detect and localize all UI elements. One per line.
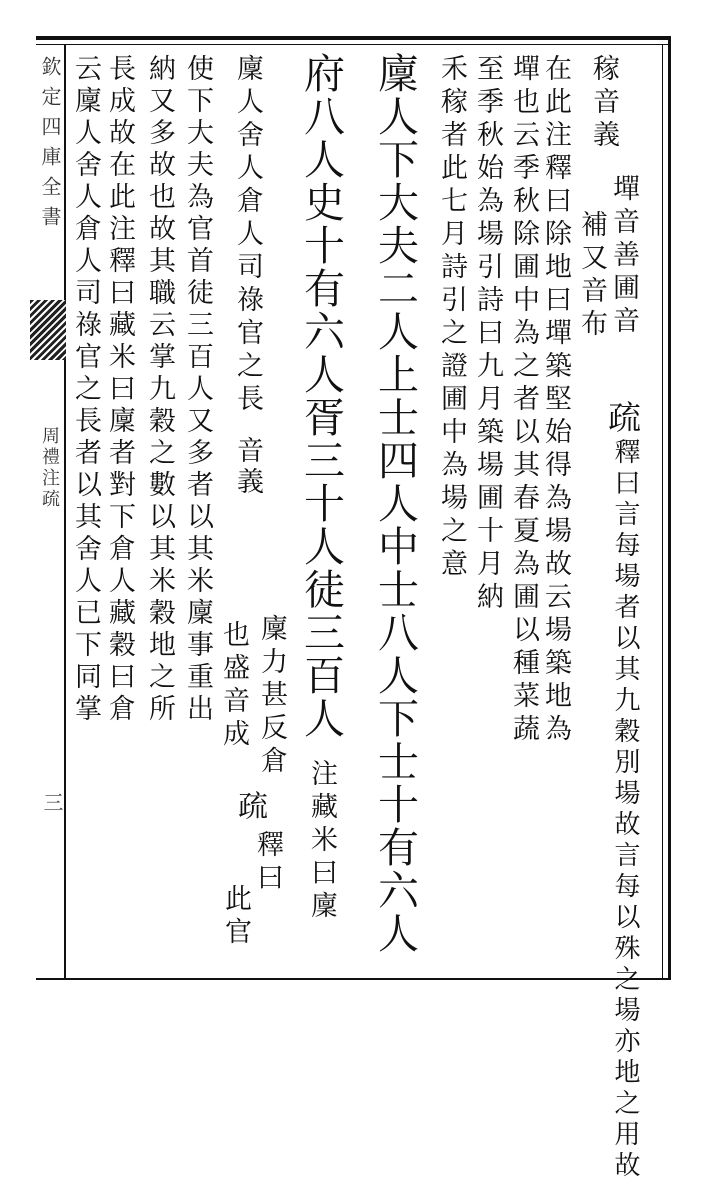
main-text-column-1 bbox=[371, 52, 419, 955]
text-column-3b bbox=[612, 438, 638, 1182]
main-text-2-note: 注藏米曰廩 bbox=[306, 759, 337, 924]
top-border bbox=[36, 36, 670, 40]
column-3-text: 釋曰言每場者以其九穀別場故言每以殊之場亦地之用故 bbox=[610, 438, 640, 1182]
text-column-11b bbox=[232, 790, 267, 826]
text-column-4 bbox=[542, 54, 569, 747]
column-2-text: 墠音善圃音 bbox=[608, 174, 639, 339]
text-column-10 bbox=[234, 54, 261, 498]
text-column-2 bbox=[610, 174, 637, 339]
column-10-text-b: 音義 bbox=[232, 436, 263, 498]
main-text-1: 廩人下大夫二人上士四人中士八人下士十有六人 bbox=[371, 52, 419, 955]
text-column-3 bbox=[603, 400, 642, 439]
column-6-text: 至季秋始為場引詩曰九月築場圃十月納 bbox=[472, 54, 503, 615]
text-column-13 bbox=[184, 54, 211, 726]
column-12-text: 此官 bbox=[220, 884, 251, 950]
text-column-11 bbox=[220, 620, 247, 752]
text-column-12 bbox=[222, 884, 249, 950]
fish-tail-mark bbox=[30, 300, 66, 360]
left-margin-rule bbox=[64, 44, 66, 978]
column-10-text: 廩人舍人倉人司祿官之長 bbox=[232, 54, 263, 417]
column-15-text: 長成故在此注釋曰藏米曰廩者對下倉人藏穀曰倉 bbox=[104, 54, 135, 726]
commentary-marker: 疏 bbox=[603, 400, 642, 439]
text-column-6 bbox=[474, 54, 501, 615]
commentary-marker-2: 疏 bbox=[232, 790, 267, 826]
book-title: 欽定四庫全書 bbox=[38, 56, 62, 236]
text-column-10c bbox=[258, 614, 285, 779]
column-10c-text: 廩力甚反倉 bbox=[256, 614, 287, 779]
right-border bbox=[668, 36, 671, 980]
column-13-text: 使下大夫為官首徒三百人又多者以其米廩事重出 bbox=[182, 54, 213, 726]
column-7-text: 禾稼者此七月詩引之證圃中為場之意 bbox=[436, 54, 467, 582]
right-border-inner bbox=[662, 44, 663, 978]
main-text-column-2 bbox=[297, 52, 345, 924]
column-5-text: 墠也云季秋除圃中為之者以其春夏為圃以種菜蔬 bbox=[508, 54, 539, 747]
column-2b-text: 補又音布 bbox=[576, 210, 607, 342]
main-text-2: 府八人史十有六人胥三十人徒三百人 bbox=[297, 52, 345, 740]
page-number: 三 bbox=[40, 792, 64, 812]
text-column-14 bbox=[146, 54, 173, 726]
text-column-5 bbox=[510, 54, 537, 747]
column-16-text: 云廩人舍人倉人司祿官之長者以其舍人已下同掌 bbox=[70, 54, 101, 726]
column-4-text: 在此注釋曰除地曰墠築堅始得為場故云場築地為 bbox=[540, 54, 571, 747]
column-1-text: 稼音義 bbox=[588, 54, 619, 153]
column-14-text: 納又多故也故其職云掌九穀之數以其米穀地之所 bbox=[144, 54, 175, 726]
top-border-inner bbox=[36, 44, 670, 45]
text-column-11c bbox=[254, 830, 281, 896]
text-column-1 bbox=[590, 54, 617, 153]
column-11c-text: 釋曰 bbox=[252, 830, 283, 896]
text-column-2b bbox=[578, 210, 605, 342]
text-column-16 bbox=[72, 54, 99, 726]
text-column-7 bbox=[438, 54, 465, 582]
text-column-15 bbox=[106, 54, 133, 726]
work-title: 周禮注疏 bbox=[39, 426, 60, 510]
column-11-text: 也盛音成 bbox=[218, 620, 249, 752]
bottom-border bbox=[36, 978, 670, 980]
